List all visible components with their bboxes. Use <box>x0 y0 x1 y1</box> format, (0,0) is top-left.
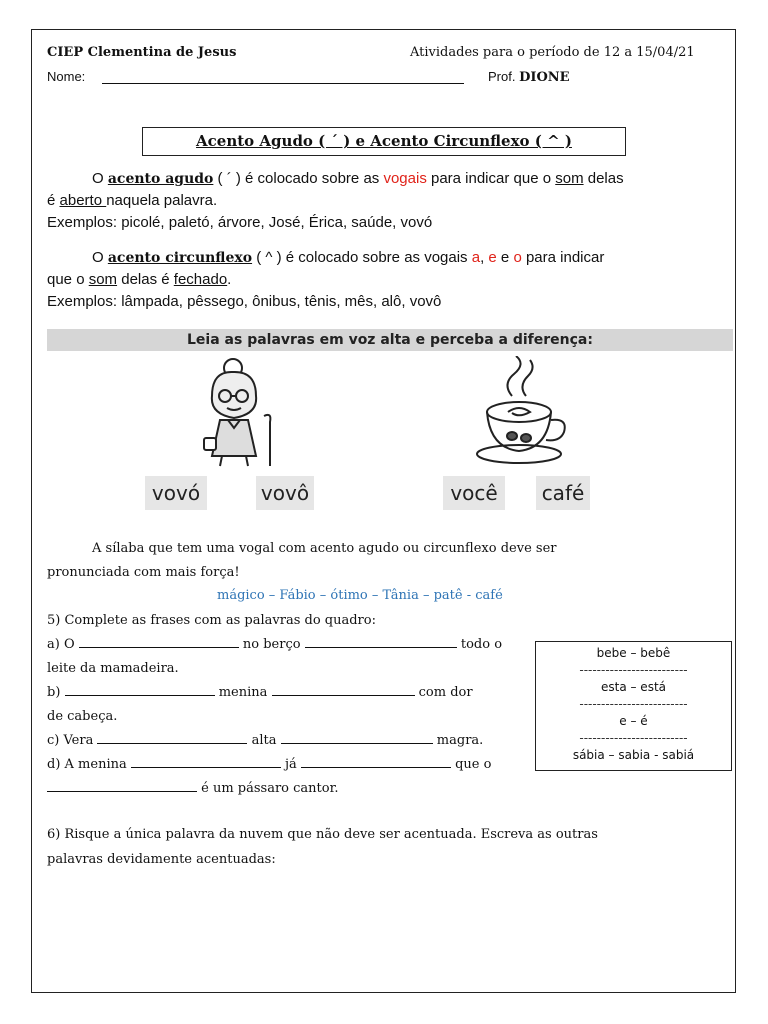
exercise5-line-a <box>47 633 502 657</box>
vowel-a: a <box>471 249 481 266</box>
word-options-box <box>535 641 732 771</box>
text: ( ^ ) é colocado sobre as vogais <box>252 249 472 266</box>
blank-a1[interactable] <box>79 635 239 648</box>
rule-line1: A sílaba que tem uma vogal com acento agudo ou circunflexo deve ser <box>92 541 557 556</box>
blank-c1[interactable] <box>97 731 247 744</box>
text: d) A menina <box>47 757 127 772</box>
worksheet-page <box>31 29 736 993</box>
text: e <box>496 249 514 266</box>
text: todo o <box>460 637 503 652</box>
vowel-e: e <box>488 249 497 266</box>
coffee-cup-illustration <box>472 356 572 466</box>
agudo-paragraph-line1 <box>47 168 624 190</box>
text: menina <box>218 685 268 700</box>
text: . <box>227 271 232 288</box>
exercise5-line-b2: de cabeça. <box>47 709 118 724</box>
word-som: som <box>88 271 118 288</box>
text: c) Vera <box>47 733 94 748</box>
page-title: Acento Agudo ( ´ ) e Acento Circunflexo ( ^ ) <box>196 132 572 150</box>
exercise5-line-c <box>47 729 483 753</box>
text: que o <box>47 271 89 288</box>
page-title-box <box>142 127 626 156</box>
text: O <box>92 170 108 187</box>
blank-b2[interactable] <box>272 683 415 696</box>
text: b) <box>47 685 61 700</box>
text: a) O <box>47 637 75 652</box>
activities-period: Atividades para o período de 12 a 15/04/21 <box>410 45 695 60</box>
text: , <box>480 249 489 266</box>
word-vovo-circunflexo: vovô <box>256 476 314 510</box>
word-option-row: sábia – sabia - sabiá <box>572 748 695 762</box>
blank-a2[interactable] <box>305 635 457 648</box>
text: é um pássaro cantor. <box>201 781 339 796</box>
word-option-row: esta – está <box>600 680 666 694</box>
school-name: CIEP Clementina de Jesus <box>47 45 237 60</box>
word-aberto: aberto <box>59 192 107 209</box>
text: ( ´ ) é colocado sobre as <box>213 170 384 187</box>
text: é <box>47 192 60 209</box>
agudo-examples: Exemplos: picolé, paletó, árvore, José, Érica, saúde, vovó <box>47 214 433 231</box>
text: que o <box>455 757 492 772</box>
grandmother-illustration <box>200 356 290 471</box>
word-voce: você <box>443 476 505 510</box>
prof-name: DIONE <box>519 70 570 85</box>
exercise5-line-a2: leite da mamadeira. <box>47 661 179 676</box>
name-line[interactable] <box>102 83 464 84</box>
name-label: Nome: <box>47 69 86 84</box>
agudo-paragraph-line2 <box>47 190 217 212</box>
word-fechado: fechado <box>173 271 228 288</box>
exercise6-line1: 6) Risque a única palavra da nuvem que não deve ser acentuada. Escreva as outras <box>47 827 598 842</box>
word-option-row: e – é <box>619 714 648 728</box>
blank-b1[interactable] <box>65 683 215 696</box>
blank-d2[interactable] <box>301 755 451 768</box>
text: para indicar <box>521 249 605 266</box>
vowel-o: o <box>513 249 522 266</box>
word-vogais: vogais <box>383 170 427 187</box>
term-acento-circunflexo: acento circunflexo <box>107 250 253 266</box>
blank-d1[interactable] <box>131 755 281 768</box>
text: já <box>285 757 297 772</box>
prof-label: Prof. <box>488 69 516 84</box>
text: no berço <box>242 637 301 652</box>
text: alta <box>251 733 277 748</box>
teacher <box>488 69 570 85</box>
example-words-blue: mágico – Fábio – ótimo – Tânia – patê - café <box>217 588 503 603</box>
term-acento-agudo: acento agudo <box>107 171 214 187</box>
read-aloud-banner: Leia as palavras em voz alta e perceba a diferença: <box>47 329 733 351</box>
exercise5-title: 5) Complete as frases com as palavras do quadro: <box>47 613 376 628</box>
text: delas é <box>117 271 174 288</box>
text: O <box>92 249 108 266</box>
blank-d3[interactable] <box>47 779 197 792</box>
rule-line2: pronunciada com mais força! <box>47 565 240 580</box>
exercise5-line-d <box>47 753 491 777</box>
word-vovo-agudo: vovó <box>145 476 207 510</box>
exercise6-line2: palavras devidamente acentuadas: <box>47 852 276 867</box>
word-option-row: bebe – bebê <box>596 646 671 660</box>
text: magra. <box>436 733 484 748</box>
text: delas <box>583 170 624 187</box>
circunflexo-paragraph-line1 <box>47 247 604 269</box>
exercise5-line-d2 <box>47 777 339 801</box>
text: para indicar que o <box>426 170 556 187</box>
divider: ------------------------- <box>579 731 688 745</box>
divider: ------------------------- <box>579 663 688 677</box>
word-cafe: café <box>536 476 590 510</box>
circunflexo-examples: Exemplos: lâmpada, pêssego, ônibus, tênis, mês, alô, vovô <box>47 293 442 310</box>
circunflexo-paragraph-line2 <box>47 269 231 291</box>
text: naquela palavra. <box>106 192 218 209</box>
divider: ------------------------- <box>579 697 688 711</box>
exercise5-line-b <box>47 681 473 705</box>
text: com dor <box>418 685 473 700</box>
word-som: som <box>555 170 584 187</box>
blank-c2[interactable] <box>281 731 433 744</box>
